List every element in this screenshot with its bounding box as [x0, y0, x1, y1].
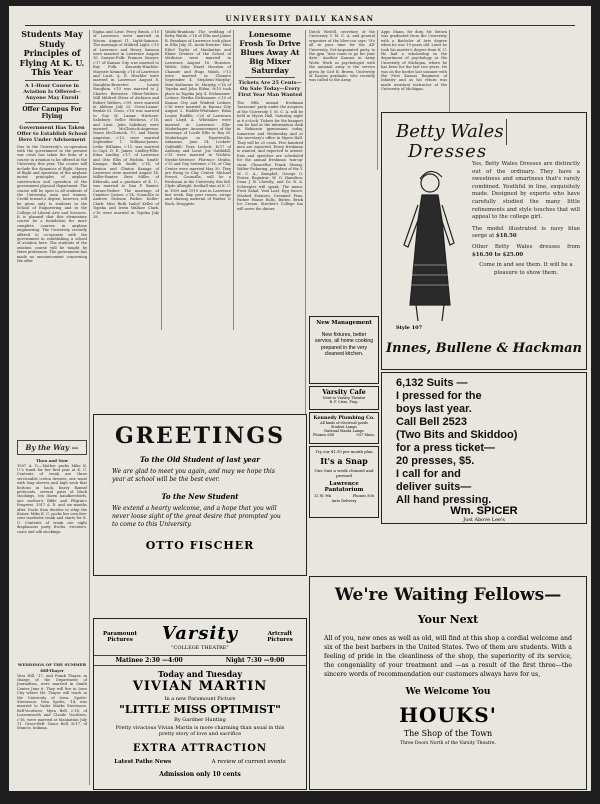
greetings-ad — [93, 414, 307, 576]
varsity-logo: Varsity — [161, 623, 239, 644]
kennedy-line2: Student Lamps — [330, 425, 358, 429]
news-review: A review of current events — [211, 759, 286, 765]
aviation-body: Due to the University's co-operation with the government in the present war crisis has taken the form of a course in aviation to be offered at the University this year. The course will include the dynamics of flight, theory of flight and operation of the airplane motor, principles of airplane construction and operation of the government physical department. The course will be open to all students of the University, men and women. Credit toward a degree, however, will be given only to students in the School of Engineering and in the College of Liberal Arts and Sciences. It is planned that this elementary course be a foundation for more complete courses in airplane engineering. The University recently offered to co-operate with the government in establishing a school of aviation here. The students of the aviation course will be taught by three professors. The government has made no announcement concerning the offer. — [17, 144, 87, 264]
matinee-time: Matinee 2:30 —4:00 — [115, 657, 183, 664]
varsity-cafe-ad — [309, 386, 379, 410]
showing-day: Today and Tuesday — [157, 669, 242, 679]
style-label: Style 107 — [396, 325, 423, 331]
pantatorium-address: 12 W. 9th — [314, 494, 332, 498]
betty-wales-logo-top: Betty Wales — [396, 121, 504, 142]
houks-headline: We're Waiting Fellows— — [334, 585, 562, 605]
column-1 — [17, 30, 87, 785]
wedding-announcements-1: Sigma and Lieut. Percy Brush, c'10 of Lawrence were married in Macon, August 11. Light-Samson: The marriage of Mildred Light, c'15 of Lawrence and Henry Samson were married in Lawrence August 16. Sawyer-Fulk: Frances Sawyer, c'17 of Kansas City was married to Ray Fulk. Kennedy-Hinchlie: Marjorie Kennedy, c'16 of Lawrence and Lieut. A. E. Hinchlie were married in Lawrence August 8. Naughtin-Brewster: Louise Naughtin, c'15 was married to J. Charles Brewster. Oliver-Walters: Mill Mildred Oliver of Atchison and Robert Walters, c'09, were married in Abilene July 25. Cross-Lamar: Beulah M. Cross, c'16 was married to Guy M. Lamar. Hitchens-Salisbury: Nellie Hitchens, c'16, and Lieut. John Salisbury were married. McClintock-Angevine: Marie McClintock, '17, and Monty Angevine, c'13, were married September 1. Williams-James: Lethe Williams, c'15, was married to Capt. D. E. James. Lindley-Ellis: Edna Lindley, c'17, of Lawrence and Otto Ellis of Wichita. Smith-Kanaga: Ruth Smith, c'14, of Benton and Clinton Kanaga of Lawrence were married August 14. Miller-Baxter: Bess Miller, of Eldorado and a graduate of K. U., was married to Dan F. Baxter. Carnes-Parker: The marriage of Candace Carnes, c'14, Councilla to Andrew Dickson Parker. Keller-Clark: Miss Ruth Isabel Keller of Topeka and Irwin Wallace Clark, c'16 were married in Topeka July 28. — [93, 30, 159, 220]
betty-intro: Yes, Betty Wales Dresses are distinctly out of the ordinary. They have a sweetness and smartness that's rarely combined. Youthful in line, exquisitely made. Designed by experts who have carefully studied the many little refinements and style touches that will appeal to the college girl. — [472, 161, 580, 221]
spicer-line6: for a press ticket— — [396, 442, 496, 454]
artcraft-label: Artcraft Pictures — [267, 631, 293, 643]
spicer-line1: 6,132 Suits — — [396, 377, 468, 389]
newspaper-page — [9, 6, 591, 791]
wedding-announcements-2: Waldo-Branham: The wedding of Betty Waldo, c'16 of Ellis and James R. Branham of Lawrence took place in Ellis July 31. Arvin-Drenter: Miss Ethel Taylor of Manhattan and Elmer Drenter of the School of Medicine were married in Lawrence August 18. Houston-Walsh: Miss Hazel Houston of Chanute and Hugo Walsh, c'13 were married in Chanute September 4. Stephens-Murphy: Miss Katharine M. Murphy, c'16 of Topeka and John Elden, fs'15 took place in Topeka July 4. Eichenauer-Leitner: Bertha Eichenauer, c'10 of Kansas City and Winfred Leitner, c'16 were married in Kansas City August 2. Ruddle-Whittaker: Edna Louise Ruddle, c'20 of Lawrence and Lloyd A. Whittaker were married in Lawrence. Ellis-Moderhager: Announcement of the marriage of Lucile Ellis to Roy M. Moderhager in Fayetteville, Arkansas, June 14. Lockett-Gabbidill: Dora Lockett, fs'17 of Anthony and Lieut. Joe Gabbidill, c'15 were married in Wichita. Strahn-Settener: Florence Strahn, c'15 and Guy Settener, c'16, of Clay Center were married May 30. They are living in Clay Center. Michael Provot, Councilla, will be a freshman in the University this fall. Clyde Albright, football star at K. U. in 1909 and 1910 was in Lawrence last week. Buy your razors, strops and shaving material of Barber & Bach, Druggists. — [165, 30, 231, 206]
pantatorium-phone: Phones 506 — [352, 494, 374, 498]
greetings-title: GREETINGS — [114, 423, 286, 449]
new-mgmt-body: New fixtures, better service, all home cooking prepared in the very cleanest kitchen. — [314, 332, 374, 358]
spicer-text — [396, 377, 517, 507]
pantatorium-ad — [309, 446, 379, 518]
showtimes — [94, 655, 306, 666]
betty-closing: Come in and see them. It will be a pleasure to show them. — [479, 262, 573, 276]
spicer-address: Just Above Lee's — [463, 517, 505, 523]
spicer-line10: All hand pressing. — [396, 494, 492, 506]
dress-illustration — [390, 165, 470, 325]
column-3 — [165, 30, 231, 330]
column-rule — [233, 30, 234, 330]
other-line — [472, 244, 580, 259]
varsity-sub: "COLLEGE THEATRE" — [171, 645, 229, 651]
pantatorium-note: Auto Delivery — [331, 499, 357, 503]
spicer-line7: 20 presses, $5. — [396, 455, 475, 467]
model-price: $18.50 — [496, 233, 517, 240]
news-line — [94, 759, 306, 765]
houks-ad — [309, 576, 587, 790]
spicer-line2: I pressed for the — [396, 390, 482, 402]
aviation-deck2: Offer Campus For Flying — [22, 105, 82, 120]
column-6 — [381, 30, 447, 92]
other-price: $16.50 to $25.00 — [472, 251, 524, 258]
houks-tagline: The Shop of the Town — [403, 729, 493, 738]
kennedy-contact — [310, 433, 378, 437]
greetings-sub1: To the Old Student of last year — [140, 455, 260, 464]
houks-name: HOUKS' — [399, 703, 497, 727]
admission: Admission only 10 cents — [159, 771, 241, 778]
betty-wales-ad — [381, 112, 587, 370]
film-author: By Gardner Hunting — [174, 717, 226, 723]
masthead — [9, 6, 591, 28]
by-the-way-heading: By the Way — — [17, 440, 87, 455]
store-name: Innes, Bullene & Hackman — [386, 341, 582, 356]
pantatorium-name: Lawrence Pantatorium — [324, 481, 364, 493]
weddings-heading: WEDDINGS OF THE SUMMER — [17, 661, 87, 667]
spicer-line9: deliver suits— — [396, 481, 472, 493]
aviation-deck: A 1-Hour Course in Aviation Is Offered—Anyone May Enroll — [23, 82, 81, 101]
column-rule — [377, 30, 378, 170]
cafe-owner: R. F. Crise, Prop. — [329, 400, 359, 404]
film-title: "LITTLE MISS OPTIMIST" — [119, 703, 281, 716]
film-description: Pretty vivacious Vivian Martin is more charming than usual in this pretty story of love and sacrifice — [115, 725, 285, 738]
masthead-title: UNIVERSITY DAILY KANSAN — [225, 14, 375, 23]
paramount-label: Paramount Pictures — [102, 631, 138, 643]
pantatorium-line2: One Suit a week cleaned and pressed — [314, 468, 374, 478]
model-text: The model illustrated is navy blue serge at — [472, 225, 580, 240]
column-5 — [309, 30, 375, 83]
greetings-body2: We extend a hearty welcome, and a hope that you will never loose sight of the great desire that prompted you to come to this University. — [112, 505, 281, 528]
frosh-body: The fifth annual freshman 'lonesome' party under the auspices of the University Y. M. C. A. will be held in Myers Hall, Saturday night at 6 o'clock. Tickets for the banquet can be had at the information desk in Robinson gymnasium today, tomorrow and Wednesday and at the secretary's office in Myers Hall. They will be 25 cents. Five hundred men are expected. Every freshman is wanted, and expected to attend. Eats and speeches are scheduled for the annual freshman 'sun-up' stunt. Chancellor Frank Strong, Walter Pickering, president of the Y. M. C. A.; Kampbel; George O. Foster, Registrar; W. O. Hamilton; Dean J. B. Lhewdy; and Dr. R. A. Schwegler will speak. The menu: Fruit Salad, Veal Loaf, Egg Sauce, Mashed Potatoes, Creamed Peas, Parker House Rolls, Butter, Brick Ice Cream, Stricker's College Inn will serve the dinner. — [237, 101, 303, 211]
houks-footer: Three Doors North of the Varsity Theatre. — [400, 741, 496, 746]
betty-wales-logo-bottom: Dresses — [408, 141, 488, 162]
kennedy-address: 937 Mass. — [356, 433, 375, 437]
varsity-theatre-ad — [93, 618, 307, 790]
spicer-line3: boys last year. — [396, 403, 472, 415]
spicer-name: Wm. SPICER — [450, 505, 518, 517]
spicer-line8: I call for and — [396, 468, 461, 480]
betty-wales-copy — [472, 161, 580, 277]
spicer-line5: (Two Bits and Skiddoo) — [396, 429, 518, 441]
weddings-body: Vera Hill, '17, and Frank Thayer, in charge of the Department of Journalism, were married in Smith Center June 6. They will live in Iowa City where Mr. Thayer will teach in the University of Iowa. Spotts-Stevenson: Vera Spotts, '14, was married to Vader Marks Stevenson. Bell-Voorhees: Myra Bell, c'18, of Leavenworth and Claude Voorhees, c'16, were married at Manhattan July 11. Grace-Bell: Grace Bell, fs'17, of Muncie, Indiana. — [17, 673, 87, 731]
other-text: Other Betty Wales dresses from — [472, 243, 580, 250]
kennedy-line1: All kinds of electrical goods — [320, 421, 368, 425]
kennedy-title: Kennedy Plumbing Co. — [313, 415, 375, 421]
weddings-sub: Hill-Thayer — [40, 667, 64, 673]
new-management-ad — [309, 316, 379, 384]
spicer-ad — [381, 372, 587, 524]
aviation-headline: Students May Study Principles of Flying At K. U. This Year — [19, 29, 85, 77]
houks-sub: Your Next — [417, 613, 479, 626]
cafe-sub: Next to Varsity Theatre — [322, 396, 366, 400]
pantatorium-headline: It's a Snap — [320, 456, 368, 466]
extra-attraction: EXTRA ATTRACTION — [132, 743, 268, 754]
frosh-headline: Lonesome Frosh To Drive Blues Away At Big Mixer Saturday — [239, 30, 301, 75]
column-4 — [237, 30, 303, 330]
brown-article: Appr. Mann, for duty. Mr. Brown was graduated from the University with a Bachelor of Arts degree when he was 19 years old. Later he took his master's degree from K. U. He had a scholarship in the department of psychology at the University of Michigan, where he has been for the last two years. He was on the border last summer with the First Kansas Regiment of Infantry and as his return was made assistant instructor at the University of Michigan. — [381, 30, 447, 92]
wedell-article: Dutch Wedell, secretary of the University Y. M. C. A. and general organizer of the blow-out says: 'It's all in your time for the All-University Get-Acquainted party in the gym. Your room to go for your date.' Another Kansan in Army Work: Work as psychologist with the national army is the service given by Carl R. Brown, University of Kansas graduate, who recently was called to the Army. — [309, 30, 375, 83]
spicer-line4: Call Bell 2523 — [396, 416, 467, 428]
picture-intro: In a new Paramount Picture — [164, 696, 236, 702]
model-line — [472, 226, 580, 241]
pantatorium-line1: Try our $1.50 per month plan — [315, 449, 373, 454]
kennedy-line3: National Mazda Lamps — [324, 429, 364, 433]
by-the-way-sub: Then and Now — [35, 457, 69, 463]
star-name: VIVIAN MARTIN — [132, 679, 268, 694]
cafe-title: Varsity Cafe — [322, 388, 366, 396]
new-mgmt-title: New Management — [316, 320, 372, 326]
greetings-body1: We are glad to meet you again, and may we hope this year at school will be the best ever. — [112, 468, 275, 483]
night-time: Night 7:30 —9:00 — [225, 657, 285, 664]
kennedy-phone: Phones 658 — [313, 433, 335, 437]
frosh-deck: Tickets Are 25 Cents—On Sale Today—Every First Year Man Wanted — [237, 80, 303, 98]
masthead-rule — [25, 25, 575, 26]
by-the-way-body: 1907 A. D.—Mother packs Mike K. U.'s trunk for her first year at K. U. Contents of trunk are three serviceable cotton dresses, one waist with long sleeves and high neck that buttons in back, heavy flannel petticoats, several pairs of black stockings, ten dozen handkerchiefs, one mother's Bible and Pilgrim's Progress. 1917 A. D. and six months after Uncle Sam decides to whip the Kaiser, Mike K. U. packs her own five-cent wardrobe trunk and starts for K. U. Contents of trunk are eight diaphanous party frocks, sweaters, coats and silk stockings. — [17, 463, 87, 534]
column-rule — [161, 30, 162, 330]
column-rule — [89, 30, 90, 785]
column-2 — [93, 30, 159, 330]
aviation-deck3: Government Has Taken Offer to Establish School Here Under Advisement — [17, 124, 87, 143]
greetings-sub2: To the New Student — [161, 492, 239, 501]
houks-welcome: We Welcome You — [405, 687, 491, 697]
greetings-signature: OTTO FISCHER — [145, 539, 255, 552]
kennedy-plumbing-ad — [309, 412, 379, 444]
houks-body: All of you, new ones as well as old, will find at this shop a cordial welcome and six of the best barbers in the United States. Two of them are students. With a feeling of pride in the cleanliness of the shop, the superiority of its service, the congeniality of your treatment and —as a result of the first three—the sincere words of recommendation our customers always have for us, — [324, 635, 572, 678]
pathe-news: Latest Pathe News — [114, 759, 172, 765]
